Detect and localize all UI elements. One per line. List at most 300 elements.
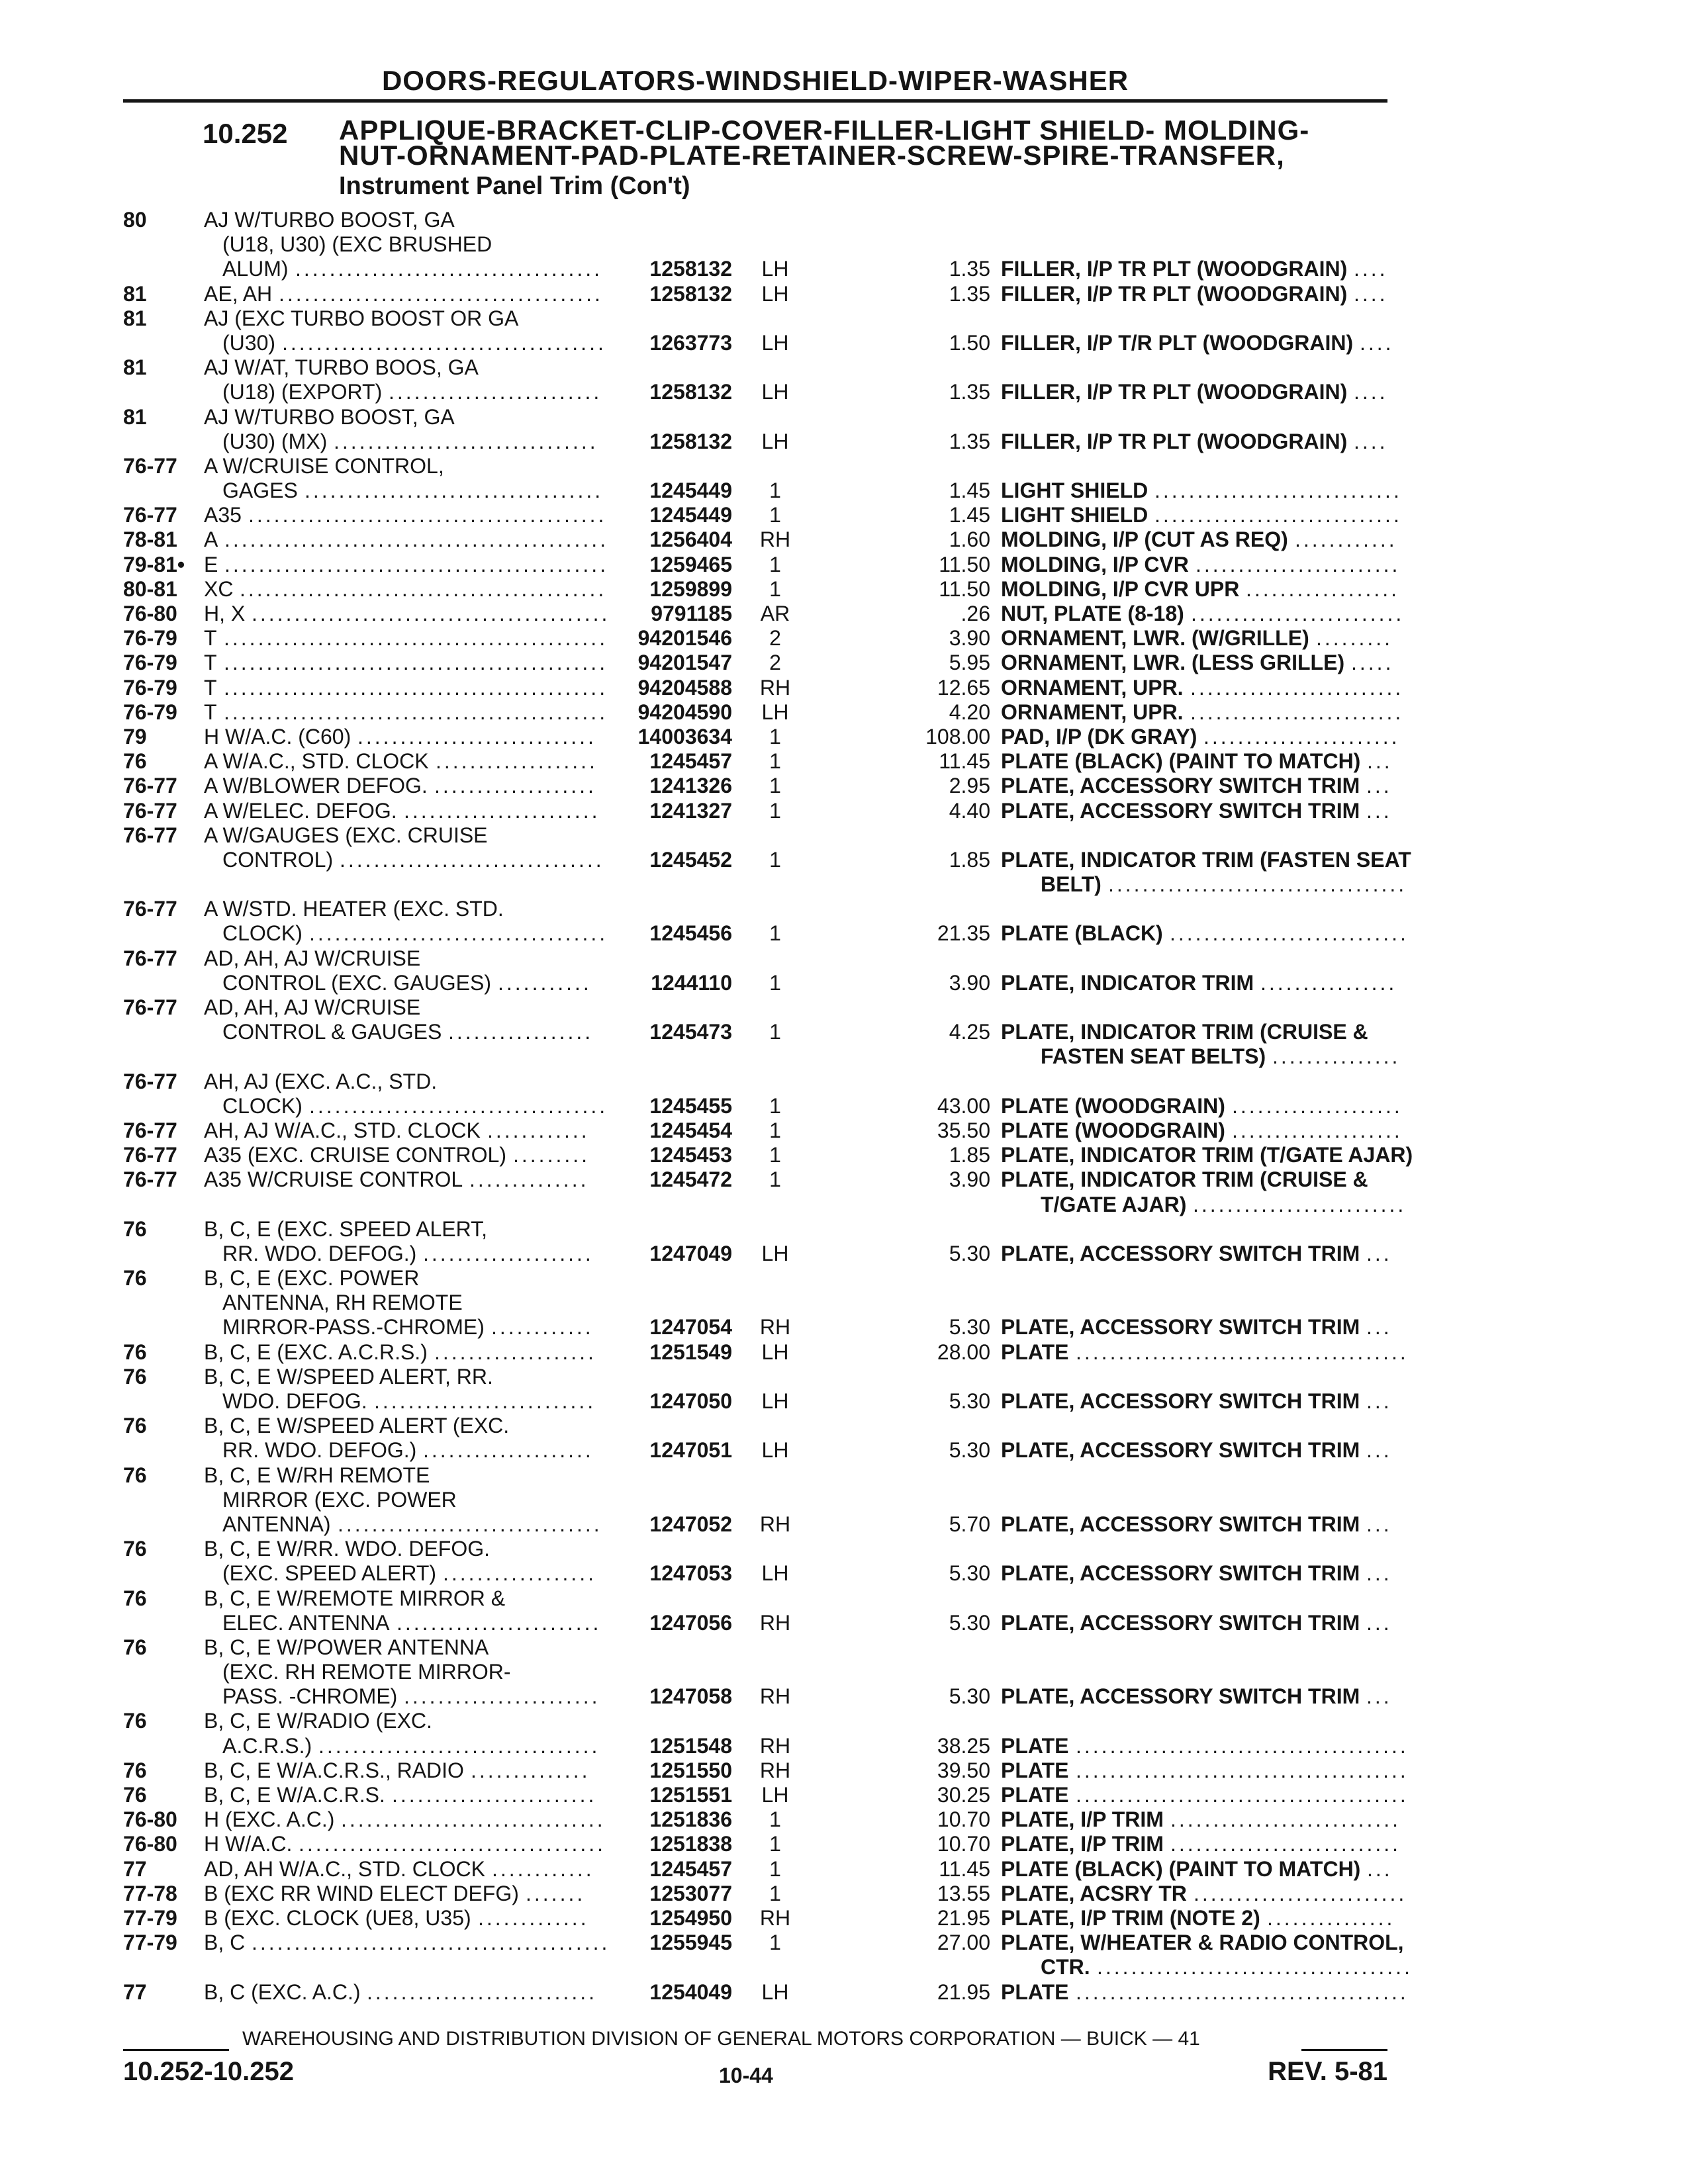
price: 4.20 xyxy=(949,700,990,724)
model-year: 76 xyxy=(123,1537,147,1561)
part-description: MOLDING, I/P CVR UPR xyxy=(1001,576,1240,601)
model-year: 78-81 xyxy=(123,527,177,552)
section-number: 10.252 xyxy=(203,118,288,149)
dot-leader: .......................... xyxy=(374,1389,596,1413)
dot-leader: ............................................. xyxy=(224,651,608,675)
model-year: 76-77 xyxy=(123,995,177,1019)
part-number: 1259899 xyxy=(649,576,732,601)
quantity: RH xyxy=(759,1758,791,1782)
application: A35 (EXC. CRUISE CONTROL) xyxy=(204,1143,506,1167)
price: 21.35 xyxy=(937,921,990,946)
model-year: 76 xyxy=(123,1758,147,1782)
table-row xyxy=(123,1610,1392,1635)
dot-leader: ................................... xyxy=(1108,872,1407,897)
model-year: 80 xyxy=(123,208,147,232)
dot-leader: ......................... xyxy=(1194,1881,1407,1905)
part-description: PLATE (BLACK) (PAINT TO MATCH) xyxy=(1001,749,1361,774)
model-year: 81 xyxy=(123,306,147,330)
price: 5.95 xyxy=(949,651,990,675)
part-description: PLATE xyxy=(1001,1758,1069,1782)
application: CLOCK) xyxy=(222,1093,303,1118)
price: 3.90 xyxy=(949,1167,990,1192)
table-row xyxy=(123,1955,1413,1979)
price: 10.70 xyxy=(937,1832,990,1856)
application: AJ W/TURBO BOOST, GA xyxy=(204,404,455,429)
dot-leader: .................... xyxy=(1232,1093,1403,1118)
part-description: MOLDING, I/P (CUT AS REQ) xyxy=(1001,527,1288,552)
application: A35 xyxy=(204,503,242,527)
model-year: 77-79 xyxy=(123,1931,177,1955)
table-row xyxy=(123,1733,1409,1758)
table-row xyxy=(123,1586,1387,1611)
application: B, C xyxy=(204,1931,246,1955)
dot-leader: ............................................. xyxy=(224,700,608,724)
part-description: PLATE (WOODGRAIN) xyxy=(1001,1118,1225,1142)
application: AJ (EXC TURBO BOOST OR GA xyxy=(204,306,519,330)
section-subtitle: Instrument Panel Trim (Con't) xyxy=(339,172,690,200)
model-year: 76-77 xyxy=(123,503,177,527)
part-description: PLATE, I/P TRIM xyxy=(1001,1832,1164,1856)
part-number: 1245453 xyxy=(649,1143,732,1167)
model-year: 76 xyxy=(123,1414,147,1438)
model-year: 79-81• xyxy=(123,552,185,576)
quantity: LH xyxy=(761,1389,789,1413)
part-number: 1247050 xyxy=(649,1389,732,1413)
price: 4.25 xyxy=(949,1020,990,1044)
part-number: 94204590 xyxy=(637,700,732,724)
part-description: ORNAMENT, UPR. xyxy=(1001,700,1184,724)
model-year: 76 xyxy=(123,1216,147,1241)
part-number: 1241326 xyxy=(649,774,732,798)
model-year: 77 xyxy=(123,1856,147,1881)
application: ANTENNA, RH REMOTE xyxy=(222,1291,463,1315)
part-number: 1245456 xyxy=(649,921,732,946)
part-number: 1245457 xyxy=(649,1856,732,1881)
dot-leader: ............................... xyxy=(338,1512,602,1536)
application: CONTROL (EXC. GAUGES) xyxy=(222,970,491,995)
table-row xyxy=(123,1192,1407,1217)
quantity: RH xyxy=(759,1733,791,1758)
price: 11.50 xyxy=(939,552,990,576)
model-year: 76 xyxy=(123,1635,147,1659)
model-year: 81 xyxy=(123,355,147,380)
dot-leader: .................... xyxy=(423,1438,594,1463)
table-row xyxy=(123,1832,1401,1856)
dot-leader: ...................................... xyxy=(279,281,603,306)
table-row xyxy=(123,724,1400,749)
price: 5.30 xyxy=(949,1315,990,1340)
part-number: 1247051 xyxy=(649,1438,732,1463)
quantity: 1 xyxy=(769,552,781,576)
application: AD, AH, AJ W/CRUISE xyxy=(204,946,421,970)
quantity: 1 xyxy=(769,1143,781,1167)
model-year: 76 xyxy=(123,1364,147,1388)
model-year: 76-77 xyxy=(123,897,177,921)
table-row xyxy=(123,330,1394,355)
application: (EXC. RH REMOTE MIRROR- xyxy=(222,1660,511,1684)
section-title xyxy=(339,114,1310,171)
model-year: 76-80 xyxy=(123,1832,177,1856)
dot-leader: ....................................... xyxy=(1076,1979,1409,2004)
quantity: LH xyxy=(761,1561,789,1586)
dot-leader: ............ xyxy=(492,1856,594,1881)
model-year: 76-77 xyxy=(123,823,177,847)
model-year: 76-77 xyxy=(123,1118,177,1142)
table-row xyxy=(123,355,1387,380)
part-number: 1258132 xyxy=(649,429,732,453)
part-description: PLATE, ACCESSORY SWITCH TRIM xyxy=(1001,1315,1360,1340)
table-row xyxy=(123,576,1400,602)
table-row xyxy=(123,1709,1387,1733)
dot-leader: ... xyxy=(1366,1389,1392,1413)
dot-leader: ................. xyxy=(448,1020,594,1044)
part-description: PLATE, ACSRY TR xyxy=(1001,1881,1187,1905)
dot-leader: ............................... xyxy=(334,429,598,453)
table-row xyxy=(123,430,1387,454)
part-description: PLATE, ACCESSORY SWITCH TRIM xyxy=(1001,1389,1360,1413)
application: H W/A.C. (C60) xyxy=(204,724,352,749)
application: AH, AJ (EXC. A.C., STD. xyxy=(204,1069,438,1093)
dot-leader: ... xyxy=(1366,798,1392,823)
part-description: FASTEN SEAT BELTS) xyxy=(1041,1044,1266,1069)
dot-leader: ... xyxy=(1366,1512,1392,1536)
part-number: 1247056 xyxy=(649,1610,732,1635)
part-description: PLATE, I/P TRIM xyxy=(1001,1807,1164,1832)
model-year: 77 xyxy=(123,1979,147,2004)
model-year: 76 xyxy=(123,1586,147,1610)
quantity: RH xyxy=(759,1905,791,1930)
application: ANTENNA) xyxy=(222,1512,331,1536)
dot-leader: ........................................... xyxy=(240,576,607,601)
application: AH, AJ W/A.C., STD. CLOCK xyxy=(204,1118,481,1142)
model-year: 76 xyxy=(123,1266,147,1291)
part-description: LIGHT SHIELD xyxy=(1001,478,1149,503)
dot-leader: .... xyxy=(1354,257,1388,281)
table-row xyxy=(123,306,1387,331)
part-description: PLATE, W/HEATER & RADIO CONTROL, xyxy=(1001,1931,1404,1955)
part-number: 1245457 xyxy=(649,749,732,774)
table-row xyxy=(123,1365,1387,1389)
dot-leader: ......... xyxy=(1316,626,1393,651)
dot-leader: .................... xyxy=(423,1241,594,1265)
application: PASS. -CHROME) xyxy=(222,1684,398,1709)
application: H (EXC. A.C.) xyxy=(204,1807,335,1832)
model-year: 76-77 xyxy=(123,1069,177,1093)
table-row xyxy=(123,405,1387,430)
table-row xyxy=(123,1020,1387,1044)
part-description: FILLER, I/P TR PLT (WOODGRAIN) xyxy=(1001,257,1348,281)
dot-leader: ....................................... xyxy=(1076,1758,1409,1782)
table-row xyxy=(123,774,1392,798)
quantity: RH xyxy=(759,1684,791,1709)
dot-leader: .... xyxy=(1354,380,1388,404)
model-year: 76-80 xyxy=(123,1807,177,1832)
application: B, C, E W/REMOTE MIRROR & xyxy=(204,1586,506,1610)
part-number: 1253077 xyxy=(649,1881,732,1905)
price: 1.85 xyxy=(949,847,990,872)
application: (U18) (EXPORT) xyxy=(222,380,383,404)
price: 5.30 xyxy=(949,1684,990,1709)
part-description: PLATE, ACCESSORY SWITCH TRIM xyxy=(1001,1610,1360,1635)
quantity: 1 xyxy=(769,970,781,995)
table-row xyxy=(123,1561,1392,1586)
application: AD, AH, AJ W/CRUISE xyxy=(204,995,421,1019)
part-description: PLATE, ACCESSORY SWITCH TRIM xyxy=(1001,774,1360,798)
dot-leader: .................. xyxy=(443,1561,597,1586)
quantity: 1 xyxy=(769,1881,781,1905)
quantity: 1 xyxy=(769,1807,781,1832)
price: 1.60 xyxy=(949,527,990,552)
dot-leader: ............................................. xyxy=(224,675,608,700)
quantity: LH xyxy=(761,1783,789,1807)
model-year: 76-77 xyxy=(123,453,177,478)
part-description: ORNAMENT, UPR. xyxy=(1001,675,1184,700)
quantity: LH xyxy=(761,429,789,453)
application: B, C (EXC. A.C.) xyxy=(204,1979,361,2004)
table-row xyxy=(123,1315,1392,1340)
dot-leader: ............................................. xyxy=(224,552,609,576)
dot-leader: ....................... xyxy=(404,798,600,823)
dot-leader: ...................................... xyxy=(282,330,606,355)
model-year: 76-77 xyxy=(123,1143,177,1167)
application: B, C, E W/POWER ANTENNA xyxy=(204,1635,489,1659)
table-row xyxy=(123,1783,1409,1807)
price: 27.00 xyxy=(937,1931,990,1955)
part-number: 1254049 xyxy=(649,1979,732,2004)
application: T xyxy=(204,700,217,724)
table-row xyxy=(123,1241,1392,1266)
quantity: 2 xyxy=(769,651,781,675)
quantity: 2 xyxy=(769,626,781,651)
table-row xyxy=(123,626,1393,651)
part-description: LIGHT SHIELD xyxy=(1001,503,1149,527)
part-number: 94204588 xyxy=(637,675,732,700)
section-title-line-2: NUT-ORNAMENT-PAD-PLATE-RETAINER-SCREW-SPIRE-TRANSFER, xyxy=(339,140,1285,171)
quantity: LH xyxy=(761,1241,789,1265)
quantity: RH xyxy=(759,1610,791,1635)
part-description: FILLER, I/P TR PLT (WOODGRAIN) xyxy=(1001,281,1348,306)
footer-page-number: 10-44 xyxy=(719,2064,773,2087)
application: AE, AH xyxy=(204,281,273,306)
model-year: 76-79 xyxy=(123,626,177,651)
table-row xyxy=(123,1635,1387,1660)
dot-leader: ....... xyxy=(526,1881,586,1905)
table-row xyxy=(123,1537,1387,1561)
dot-leader: ............................... xyxy=(340,847,604,872)
part-number: 1247053 xyxy=(649,1561,732,1586)
price: 21.95 xyxy=(937,1905,990,1930)
dot-leader: ................................... xyxy=(305,478,604,503)
page-footer xyxy=(123,2024,1387,2097)
quantity: RH xyxy=(759,527,791,552)
dot-leader: .................................... xyxy=(299,1832,606,1856)
part-description: ORNAMENT, LWR. (LESS GRILLE) xyxy=(1001,651,1345,675)
table-row xyxy=(123,1931,1404,1955)
table-row xyxy=(123,380,1387,404)
price: 21.95 xyxy=(937,1979,990,2004)
table-row xyxy=(123,1512,1392,1537)
model-year: 81 xyxy=(123,281,147,306)
application: A W/CRUISE CONTROL, xyxy=(204,453,444,478)
table-row xyxy=(123,1881,1407,1906)
footer-division-text: WAREHOUSING AND DISTRIBUTION DIVISION OF GENERAL MOTORS CORPORATION — BUICK — 41 xyxy=(242,2028,1200,2050)
dot-leader: ....................................... xyxy=(1076,1733,1409,1758)
dot-leader: ............... xyxy=(1267,1905,1395,1930)
quantity: 1 xyxy=(769,724,781,749)
footer-revision: REV. 5-81 xyxy=(1268,2057,1387,2086)
dot-leader: .......................................... xyxy=(252,602,610,625)
part-number: 1247052 xyxy=(649,1512,732,1536)
table-row xyxy=(123,970,1397,995)
application: H, X xyxy=(204,602,246,625)
part-number: 9791185 xyxy=(651,602,732,625)
footer-rule-left xyxy=(123,2049,229,2051)
dot-leader: ............. xyxy=(478,1905,589,1930)
table-row xyxy=(123,1266,1387,1291)
part-description: T/GATE AJAR) xyxy=(1041,1192,1187,1216)
application: XC xyxy=(204,576,234,601)
table-row xyxy=(123,257,1387,281)
quantity: 1 xyxy=(769,1856,781,1881)
quantity: 1 xyxy=(769,921,781,946)
table-row xyxy=(123,1217,1387,1242)
price: 4.40 xyxy=(949,798,990,823)
quantity: 1 xyxy=(769,1832,781,1856)
page-header xyxy=(123,65,1387,103)
part-number: 1245452 xyxy=(649,847,732,872)
part-description: FILLER, I/P T/R PLT (WOODGRAIN) xyxy=(1001,330,1354,355)
part-description: NUT, PLATE (8-18) xyxy=(1001,602,1184,625)
price: 1.85 xyxy=(949,1143,990,1167)
dot-leader: ........................... xyxy=(1170,1832,1401,1856)
model-year: 76-79 xyxy=(123,675,177,700)
quantity: RH xyxy=(759,1512,791,1536)
part-number: 94201547 xyxy=(637,651,732,675)
application: AJ W/AT, TURBO BOOS, GA xyxy=(204,355,479,380)
model-year: 76 xyxy=(123,749,147,774)
dot-leader: .............. xyxy=(471,1758,590,1782)
table-row xyxy=(123,1389,1392,1414)
dot-leader: ................................... xyxy=(309,921,608,946)
dot-leader: ........................... xyxy=(367,1979,598,2004)
price: 35.50 xyxy=(937,1118,990,1142)
dot-leader: ............................ xyxy=(1170,921,1409,946)
table-row xyxy=(123,1291,1387,1315)
table-row xyxy=(123,1167,1387,1192)
dot-leader: ... xyxy=(1366,1241,1392,1265)
price: 1.35 xyxy=(949,380,990,404)
dot-leader: ..................................... xyxy=(1097,1955,1413,1979)
application: A W/ELEC. DEFOG. xyxy=(204,798,397,823)
application: A W/A.C., STD. CLOCK xyxy=(204,749,429,774)
model-year: 76-79 xyxy=(123,651,177,675)
quantity: 1 xyxy=(769,1931,781,1955)
part-number: 1251551 xyxy=(649,1783,732,1807)
model-year: 76-79 xyxy=(123,700,177,724)
dot-leader: ........................ xyxy=(392,1783,597,1807)
model-year: 77-79 xyxy=(123,1905,177,1930)
table-row xyxy=(123,675,1404,700)
quantity: 1 xyxy=(769,847,781,872)
price: 5.30 xyxy=(949,1610,990,1635)
application: MIRROR-PASS.-CHROME) xyxy=(222,1315,485,1340)
application: CLOCK) xyxy=(222,921,303,946)
table-row xyxy=(123,1044,1401,1069)
application: B, C, E W/SPEED ALERT (EXC. xyxy=(204,1414,510,1438)
part-number: 1245449 xyxy=(649,503,732,527)
price: 39.50 xyxy=(937,1758,990,1782)
price: 11.45 xyxy=(939,1856,990,1881)
application: H W/A.C. xyxy=(204,1832,293,1856)
part-number: 1241327 xyxy=(649,798,732,823)
dot-leader: ................................. xyxy=(318,1733,600,1758)
part-description: PLATE, ACCESSORY SWITCH TRIM xyxy=(1001,798,1360,823)
dot-leader: .......................................... xyxy=(252,1931,610,1955)
price: 13.55 xyxy=(937,1881,990,1905)
dot-leader: .................. xyxy=(1246,576,1400,601)
part-description: PLATE xyxy=(1001,1783,1069,1807)
application: A35 W/CRUISE CONTROL xyxy=(204,1167,463,1192)
quantity: LH xyxy=(761,257,789,281)
table-row xyxy=(123,897,1387,921)
price: 43.00 xyxy=(937,1093,990,1118)
part-number: 1247049 xyxy=(649,1241,732,1265)
model-year: 81 xyxy=(123,404,147,429)
part-number: 1245473 xyxy=(649,1020,732,1044)
dot-leader: ............................. xyxy=(1154,478,1402,503)
footer-section-range: 10.252-10.252 xyxy=(123,2057,295,2086)
price: 38.25 xyxy=(937,1733,990,1758)
price: 1.50 xyxy=(949,330,990,355)
application: ALUM) xyxy=(222,257,289,281)
table-row xyxy=(123,527,1397,552)
table-row xyxy=(123,1979,1409,2005)
table-row xyxy=(123,1488,1387,1512)
application: T xyxy=(204,675,217,700)
dot-leader: ... xyxy=(1366,1438,1392,1463)
application: MIRROR (EXC. POWER xyxy=(222,1487,457,1512)
dot-leader: ... xyxy=(1366,774,1392,798)
quantity: LH xyxy=(761,380,789,404)
dot-leader: .... xyxy=(1354,429,1388,453)
quantity: 1 xyxy=(769,798,781,823)
application: (U30) xyxy=(222,330,276,355)
part-description: PLATE, ACCESSORY SWITCH TRIM xyxy=(1001,1561,1360,1586)
footer-rule-right xyxy=(1301,2049,1387,2051)
model-year: 80-81 xyxy=(123,576,177,601)
dot-leader: ............ xyxy=(487,1118,590,1142)
application: B, C, E W/SPEED ALERT, RR. xyxy=(204,1364,493,1388)
table-row xyxy=(123,700,1404,725)
quantity: 1 xyxy=(769,774,781,798)
table-row xyxy=(123,1905,1395,1931)
price: .26 xyxy=(961,602,990,625)
application: A xyxy=(204,527,218,552)
dot-leader: ......... xyxy=(513,1143,590,1167)
dot-leader: ............................... xyxy=(341,1807,606,1832)
application: WDO. DEFOG. xyxy=(222,1389,367,1413)
table-row xyxy=(123,823,1387,848)
dot-leader: .................................... xyxy=(295,257,603,281)
part-number: 1245455 xyxy=(649,1093,732,1118)
application: AJ W/TURBO BOOST, GA xyxy=(204,208,455,232)
dot-leader: ................... xyxy=(434,1340,596,1364)
table-row xyxy=(123,282,1387,306)
dot-leader: ....................................... xyxy=(1076,1783,1409,1807)
part-description: PLATE xyxy=(1001,1733,1069,1758)
table-row xyxy=(123,1118,1403,1143)
part-number: 1251838 xyxy=(649,1832,732,1856)
